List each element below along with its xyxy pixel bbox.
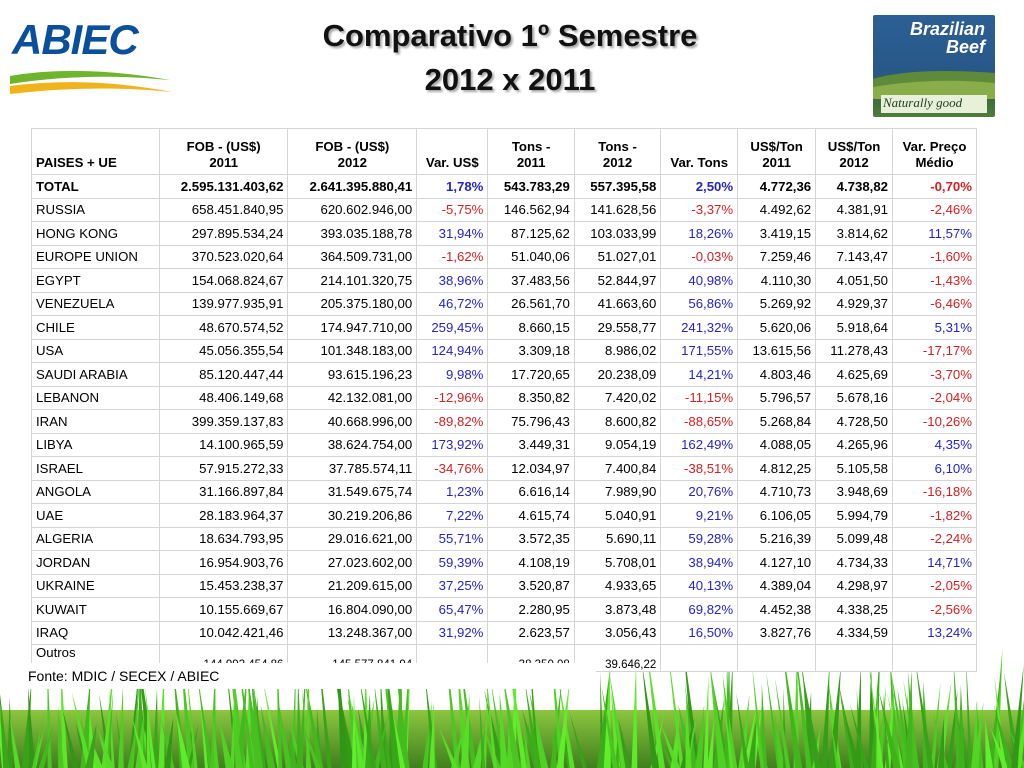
cell-var-preco: 13,24% xyxy=(893,621,977,645)
cell-tons2011: 3.309,18 xyxy=(488,339,574,363)
cell-country: Outros xyxy=(32,645,160,672)
abiec-logo xyxy=(8,14,168,94)
cell-uston2012: 4.738,82 xyxy=(816,175,893,199)
cell-country: IRAQ xyxy=(32,621,160,645)
abiec-logo-text: ABIEC xyxy=(12,16,138,63)
cell-country: TOTAL xyxy=(32,175,160,199)
cell-uston2011: 4.088,05 xyxy=(738,433,816,457)
cell-var-tons: -3,37% xyxy=(661,198,738,222)
cell-tons2012: 52.844,97 xyxy=(574,269,660,293)
cell-fob2011: 370.523.020,64 xyxy=(159,245,288,269)
cell-var-preco: 11,57% xyxy=(893,222,977,246)
col-header-fob-2011: FOB - (US$) 2011 xyxy=(159,129,288,175)
cell-fob2012: 393.035.188,78 xyxy=(288,222,417,246)
cell-uston2011: 7.259,46 xyxy=(738,245,816,269)
cell-uston2012: 4.929,37 xyxy=(816,292,893,316)
cell-var-tons: 40,13% xyxy=(661,574,738,598)
table-header-row xyxy=(32,129,977,175)
cell-fob2011: 139.977.935,91 xyxy=(159,292,288,316)
cell-tons2012: 7.420,02 xyxy=(574,386,660,410)
cell-uston2011: 4.452,38 xyxy=(738,598,816,622)
cell-tons2011: 146.562,94 xyxy=(488,198,574,222)
cell-tons2011: 8.660,15 xyxy=(488,316,574,340)
cell-var-preco: -6,46% xyxy=(893,292,977,316)
cell-uston2012: 5.099,48 xyxy=(816,527,893,551)
cell-tons2011: 4.615,74 xyxy=(488,504,574,528)
cell-tons2012: 5.708,01 xyxy=(574,551,660,575)
cell-var-tons: 14,21% xyxy=(661,363,738,387)
cell-fob2012: 27.023.602,00 xyxy=(288,551,417,575)
cell-var-usd: 1,78% xyxy=(417,175,488,199)
page-title: Comparativo 1º Semestre xyxy=(322,18,698,53)
cell-var-preco: -10,26% xyxy=(893,410,977,434)
cell-var-tons: 59,28% xyxy=(661,527,738,551)
cell-fob2012: 364.509.731,00 xyxy=(288,245,417,269)
cell-country: EGYPT xyxy=(32,269,160,293)
cell-tons2011: 3.572,35 xyxy=(488,527,574,551)
cell-var-tons: 40,98% xyxy=(661,269,738,293)
cell-tons2011: 2.623,57 xyxy=(488,621,574,645)
cell-tons2011: 12.034,97 xyxy=(488,457,574,481)
cell-fob2011: 658.451.840,95 xyxy=(159,198,288,222)
cell-tons2012: 3.056,43 xyxy=(574,621,660,645)
table-row xyxy=(32,551,977,575)
cell-var-tons xyxy=(661,645,738,672)
cell-uston2011 xyxy=(738,645,816,672)
cell-uston2012: 5.918,64 xyxy=(816,316,893,340)
cell-uston2012: 5.994,79 xyxy=(816,504,893,528)
cell-uston2011: 5.620,06 xyxy=(738,316,816,340)
cell-var-usd: -5,75% xyxy=(417,198,488,222)
cell-country: ANGOLA xyxy=(32,480,160,504)
cell-var-preco: -2,24% xyxy=(893,527,977,551)
cell-var-usd: -1,62% xyxy=(417,245,488,269)
cell-tons2011: 87.125,62 xyxy=(488,222,574,246)
table-row xyxy=(32,245,977,269)
cell-tons2011: 543.783,29 xyxy=(488,175,574,199)
table-total-row xyxy=(32,175,977,199)
cell-uston2011: 5.268,84 xyxy=(738,410,816,434)
cell-var-tons: 9,21% xyxy=(661,504,738,528)
cell-tons2012: 103.033,99 xyxy=(574,222,660,246)
cell-tons2012: 8.986,02 xyxy=(574,339,660,363)
col-header-tons-2012: Tons - 2012 xyxy=(574,129,660,175)
cell-tons2011: 6.616,14 xyxy=(488,480,574,504)
cell-country: KUWAIT xyxy=(32,598,160,622)
cell-tons2011: 17.720,65 xyxy=(488,363,574,387)
table-row xyxy=(32,198,977,222)
cell-var-usd: 124,94% xyxy=(417,339,488,363)
cell-uston2012: 3.814,62 xyxy=(816,222,893,246)
cell-uston2012: 4.625,69 xyxy=(816,363,893,387)
page-subtitle: 2012 x 2011 xyxy=(424,62,596,97)
cell-var-usd: 59,39% xyxy=(417,551,488,575)
cell-var-preco: -2,04% xyxy=(893,386,977,410)
cell-var-tons: 241,32% xyxy=(661,316,738,340)
cell-fob2012: 29.016.621,00 xyxy=(288,527,417,551)
cell-var-usd: -34,76% xyxy=(417,457,488,481)
cell-country: ALGERIA xyxy=(32,527,160,551)
cell-var-usd: 1,23% xyxy=(417,480,488,504)
cell-var-preco: -0,70% xyxy=(893,175,977,199)
table-row xyxy=(32,574,977,598)
cell-tons2011: 8.350,82 xyxy=(488,386,574,410)
table-row xyxy=(32,316,977,340)
cell-uston2011: 4.389,04 xyxy=(738,574,816,598)
cell-uston2012: 4.728,50 xyxy=(816,410,893,434)
cell-fob2012: 31.549.675,74 xyxy=(288,480,417,504)
cell-tons2011: 75.796,43 xyxy=(488,410,574,434)
cell-var-tons: 69,82% xyxy=(661,598,738,622)
cell-tons2012: 3.873,48 xyxy=(574,598,660,622)
cell-uston2011: 4.110,30 xyxy=(738,269,816,293)
cell-uston2011: 4.812,25 xyxy=(738,457,816,481)
cell-var-usd: 9,98% xyxy=(417,363,488,387)
table-row xyxy=(32,457,977,481)
cell-uston2012: 5.678,16 xyxy=(816,386,893,410)
cell-fob2011: 48.670.574,52 xyxy=(159,316,288,340)
cell-var-preco: -2,05% xyxy=(893,574,977,598)
table-row xyxy=(32,410,977,434)
cell-var-usd: 31,94% xyxy=(417,222,488,246)
cell-var-usd: -12,96% xyxy=(417,386,488,410)
cell-tons2012: 41.663,60 xyxy=(574,292,660,316)
cell-var-tons: 2,50% xyxy=(661,175,738,199)
col-header-country: PAISES + UE xyxy=(32,129,160,175)
cell-country: USA xyxy=(32,339,160,363)
cell-fob2011: 2.595.131.403,62 xyxy=(159,175,288,199)
cell-tons2012: 5.040,91 xyxy=(574,504,660,528)
cell-fob2012: 101.348.183,00 xyxy=(288,339,417,363)
table-row xyxy=(32,598,977,622)
cell-country: LIBYA xyxy=(32,433,160,457)
cell-var-usd: -89,82% xyxy=(417,410,488,434)
cell-var-preco: -1,82% xyxy=(893,504,977,528)
cell-uston2011: 3.827,76 xyxy=(738,621,816,645)
cell-country: RUSSIA xyxy=(32,198,160,222)
cell-uston2012: 11.278,43 xyxy=(816,339,893,363)
col-header-usd-ton-2011: US$/Ton 2011 xyxy=(738,129,816,175)
cell-tons2012: 7.400,84 xyxy=(574,457,660,481)
logo-brand-line2: Beef xyxy=(945,37,985,57)
cell-country: UAE xyxy=(32,504,160,528)
cell-fob2012: 37.785.574,11 xyxy=(288,457,417,481)
cell-uston2011: 4.127,10 xyxy=(738,551,816,575)
cell-var-preco: -17,17% xyxy=(893,339,977,363)
cell-fob2011: 10.042.421,46 xyxy=(159,621,288,645)
table-row xyxy=(32,504,977,528)
cell-fob2012: 16.804.090,00 xyxy=(288,598,417,622)
cell-uston2012: 4.734,33 xyxy=(816,551,893,575)
cell-var-tons: -38,51% xyxy=(661,457,738,481)
cell-fob2012: 174.947.710,00 xyxy=(288,316,417,340)
cell-uston2012 xyxy=(816,645,893,672)
cell-fob2011: 28.183.964,37 xyxy=(159,504,288,528)
cell-tons2011: 51.040,06 xyxy=(488,245,574,269)
cell-var-tons: 20,76% xyxy=(661,480,738,504)
table-row xyxy=(32,269,977,293)
col-header-tons-2011: Tons - 2011 xyxy=(488,129,574,175)
cell-fob2012: 40.668.996,00 xyxy=(288,410,417,434)
cell-fob2011: 154.068.824,67 xyxy=(159,269,288,293)
cell-var-preco: -16,18% xyxy=(893,480,977,504)
cell-tons2011: 26.561,70 xyxy=(488,292,574,316)
cell-uston2012: 4.338,25 xyxy=(816,598,893,622)
cell-uston2012: 4.334,59 xyxy=(816,621,893,645)
table-row xyxy=(32,222,977,246)
cell-country: SAUDI ARABIA xyxy=(32,363,160,387)
cell-uston2011: 13.615,56 xyxy=(738,339,816,363)
cell-uston2011: 4.710,73 xyxy=(738,480,816,504)
cell-tons2012: 39.646,22 xyxy=(574,645,660,672)
cell-fob2011: 16.954.903,76 xyxy=(159,551,288,575)
cell-tons2012: 8.600,82 xyxy=(574,410,660,434)
cell-fob2012: 214.101.320,75 xyxy=(288,269,417,293)
cell-var-usd: 38,96% xyxy=(417,269,488,293)
cell-var-preco: -1,43% xyxy=(893,269,977,293)
cell-uston2011: 3.419,15 xyxy=(738,222,816,246)
cell-fob2012: 2.641.395.880,41 xyxy=(288,175,417,199)
cell-country: JORDAN xyxy=(32,551,160,575)
table-row xyxy=(32,386,977,410)
cell-tons2012: 141.628,56 xyxy=(574,198,660,222)
table-row xyxy=(32,621,977,645)
cell-fob2011: 48.406.149,68 xyxy=(159,386,288,410)
cell-fob2011: 31.166.897,84 xyxy=(159,480,288,504)
cell-var-preco: -2,56% xyxy=(893,598,977,622)
cell-country: UKRAINE xyxy=(32,574,160,598)
cell-uston2012: 3.948,69 xyxy=(816,480,893,504)
cell-tons2011: 4.108,19 xyxy=(488,551,574,575)
cell-fob2011: 57.915.272,33 xyxy=(159,457,288,481)
cell-country: CHILE xyxy=(32,316,160,340)
table-row xyxy=(32,363,977,387)
cell-tons2012: 557.395,58 xyxy=(574,175,660,199)
cell-tons2012: 9.054,19 xyxy=(574,433,660,457)
cell-uston2011: 4.772,36 xyxy=(738,175,816,199)
cell-var-usd: 46,72% xyxy=(417,292,488,316)
cell-fob2012: 42.132.081,00 xyxy=(288,386,417,410)
cell-uston2012: 4.381,91 xyxy=(816,198,893,222)
cell-fob2011: 14.100.965,59 xyxy=(159,433,288,457)
cell-uston2011: 4.803,46 xyxy=(738,363,816,387)
cell-uston2011: 5.796,57 xyxy=(738,386,816,410)
cell-tons2011: 3.449,31 xyxy=(488,433,574,457)
cell-var-preco: 14,71% xyxy=(893,551,977,575)
cell-var-preco: 5,31% xyxy=(893,316,977,340)
logo-brand-line1: Brazilian xyxy=(909,19,985,39)
cell-fob2012: 93.615.196,23 xyxy=(288,363,417,387)
cell-tons2012: 20.238,09 xyxy=(574,363,660,387)
cell-tons2012: 29.558,77 xyxy=(574,316,660,340)
cell-tons2012: 4.933,65 xyxy=(574,574,660,598)
cell-uston2011: 5.216,39 xyxy=(738,527,816,551)
logo-tagline: Naturally good xyxy=(883,95,963,110)
cell-uston2011: 5.269,92 xyxy=(738,292,816,316)
cell-tons2011: 2.280,95 xyxy=(488,598,574,622)
cell-tons2012: 51.027,01 xyxy=(574,245,660,269)
cell-var-preco: -3,70% xyxy=(893,363,977,387)
cell-uston2012: 4.265,96 xyxy=(816,433,893,457)
cell-var-usd: 37,25% xyxy=(417,574,488,598)
cell-var-tons: -0,03% xyxy=(661,245,738,269)
cell-country: IRAN xyxy=(32,410,160,434)
cell-var-tons: 162,49% xyxy=(661,433,738,457)
cell-var-preco: -1,60% xyxy=(893,245,977,269)
cell-uston2011: 6.106,05 xyxy=(738,504,816,528)
table-row xyxy=(32,480,977,504)
cell-fob2011: 15.453.238,37 xyxy=(159,574,288,598)
cell-country: VENEZUELA xyxy=(32,292,160,316)
cell-fob2011: 18.634.793,95 xyxy=(159,527,288,551)
cell-uston2011: 4.492,62 xyxy=(738,198,816,222)
cell-fob2012: 21.209.615,00 xyxy=(288,574,417,598)
cell-var-usd: 31,92% xyxy=(417,621,488,645)
cell-uston2012: 4.051,50 xyxy=(816,269,893,293)
cell-country: LEBANON xyxy=(32,386,160,410)
export-comparison-table xyxy=(31,128,977,672)
cell-tons2011: 3.520,87 xyxy=(488,574,574,598)
col-header-fob-2012: FOB - (US$) 2012 xyxy=(288,129,417,175)
cell-var-tons: -88,65% xyxy=(661,410,738,434)
cell-fob2011: 45.056.355,54 xyxy=(159,339,288,363)
col-header-usd-ton-2012: US$/Ton 2012 xyxy=(816,129,893,175)
source-note: Fonte: MDIC / SECEX / ABIEC xyxy=(22,663,596,689)
cell-fob2011: 85.120.447,44 xyxy=(159,363,288,387)
cell-var-tons: 18,26% xyxy=(661,222,738,246)
cell-var-preco: 4,35% xyxy=(893,433,977,457)
cell-var-tons: 38,94% xyxy=(661,551,738,575)
col-header-var-preco: Var. Preço Médio xyxy=(893,129,977,175)
cell-fob2012: 30.219.206,86 xyxy=(288,504,417,528)
cell-country: HONG KONG xyxy=(32,222,160,246)
col-header-var-tons: Var. Tons xyxy=(661,129,738,175)
cell-var-preco xyxy=(893,645,977,672)
cell-tons2011: 37.483,56 xyxy=(488,269,574,293)
cell-var-preco: 6,10% xyxy=(893,457,977,481)
cell-var-usd: 7,22% xyxy=(417,504,488,528)
cell-fob2012: 38.624.754,00 xyxy=(288,433,417,457)
cell-fob2012: 620.602.946,00 xyxy=(288,198,417,222)
cell-var-usd: 173,92% xyxy=(417,433,488,457)
cell-fob2011: 399.359.137,83 xyxy=(159,410,288,434)
cell-uston2012: 5.105,58 xyxy=(816,457,893,481)
cell-country: ISRAEL xyxy=(32,457,160,481)
cell-tons2012: 7.989,90 xyxy=(574,480,660,504)
cell-var-tons: 171,55% xyxy=(661,339,738,363)
cell-var-tons: -11,15% xyxy=(661,386,738,410)
cell-fob2011: 297.895.534,24 xyxy=(159,222,288,246)
cell-uston2012: 7.143,47 xyxy=(816,245,893,269)
table-row xyxy=(32,339,977,363)
brazilian-beef-logo xyxy=(873,15,995,117)
logo-swoosh-icon xyxy=(8,62,173,98)
cell-var-tons: 56,86% xyxy=(661,292,738,316)
cell-var-usd: 65,47% xyxy=(417,598,488,622)
cell-country: EUROPE UNION xyxy=(32,245,160,269)
col-header-var-usd: Var. US$ xyxy=(417,129,488,175)
pasture-icon xyxy=(873,59,995,99)
cell-fob2012: 205.375.180,00 xyxy=(288,292,417,316)
cell-var-usd: 259,45% xyxy=(417,316,488,340)
cell-fob2012: 13.248.367,00 xyxy=(288,621,417,645)
cell-tons2012: 5.690,11 xyxy=(574,527,660,551)
cell-var-tons: 16,50% xyxy=(661,621,738,645)
table-row xyxy=(32,433,977,457)
table-row xyxy=(32,292,977,316)
cell-uston2012: 4.298,97 xyxy=(816,574,893,598)
cell-var-preco: -2,46% xyxy=(893,198,977,222)
cell-fob2011: 10.155.669,67 xyxy=(159,598,288,622)
cell-var-usd: 55,71% xyxy=(417,527,488,551)
table-row xyxy=(32,527,977,551)
